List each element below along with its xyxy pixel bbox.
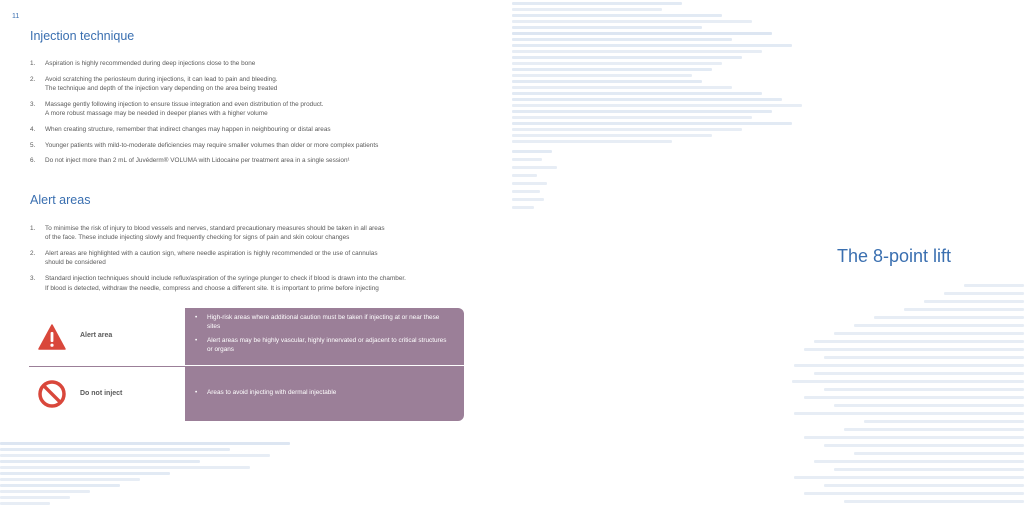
alert-area-label: Alert area <box>80 332 113 339</box>
list-item: 3. Standard injection techniques should include reflux/aspiration of the syringe plunger to check if blood is drawn into the chamber. If blood is detected, withdraw the needle, compress and choose a different site. It is important to prime before injecting <box>30 275 406 292</box>
do-not-inject-label: Do not inject <box>80 390 123 397</box>
list-item: 2. Alert areas are highlighted with a caution sign, where needle aspiration is highly recommended or the use of cannulas should be considered <box>30 250 378 267</box>
list-item: 4. When creating structure, remember that indirect changes may happen in neighbouring or distal areas <box>30 125 331 133</box>
injection-technique-heading: Injection technique <box>30 29 135 43</box>
injection-technique-list <box>30 59 470 172</box>
do-not-inject-label-cell <box>29 366 185 422</box>
list-item: 1. To minimise the risk of injury to blood vessels and nerves, standard precautionary measures should be taken in all areas of the face. These include injecting slowly and frequently checking for signs of pain and skin colour changes <box>30 225 385 242</box>
right-page <box>512 0 1024 512</box>
decorative-texture-top <box>512 0 812 230</box>
decorative-texture-bottom-right <box>792 280 1024 512</box>
list-item: • Areas to avoid injecting with dermal injectable <box>195 388 452 397</box>
alert-areas-list <box>30 224 470 300</box>
list-item: • Alert areas may be highly vascular, highly innervated or adjacent to critical structures or organs <box>195 336 452 355</box>
list-item: 2. Avoid scratching the periosteum during injections, it can lead to pain and bleeding. The technique and depth of the injection vary depending on the area being treated <box>30 75 278 92</box>
prohibited-icon <box>37 379 67 409</box>
alert-area-label-cell <box>29 308 185 365</box>
list-item: 3. Massage gently following injection to ensure tissue integration and even distribution of the product. A more robust massage may be needed in deeper planes with a higher volume <box>30 100 324 117</box>
do-not-inject-row <box>29 366 464 421</box>
list-item: 5. Younger patients with mild-to-moderate deficiencies may require smaller volumes than older or more complex patients <box>30 141 379 149</box>
decorative-texture-bottom-left <box>0 440 300 512</box>
alert-area-row <box>29 308 464 365</box>
warning-triangle-icon <box>37 322 67 352</box>
list-item: 6. Do not inject more than 2 mL of Juvéderm® VOLUMA with Lidocaine per treatment area in a single session¹ <box>30 157 350 165</box>
do-not-inject-description <box>185 366 464 421</box>
legend-table <box>29 308 464 421</box>
page-number: 11 <box>12 13 20 20</box>
lift-title: The 8-point lift <box>837 246 952 266</box>
list-item: • High-risk areas where additional caution must be taken if injecting at or near these sites <box>195 313 452 332</box>
list-item: 1. Aspiration is highly recommended during deep injections close to the bone <box>30 60 256 67</box>
alert-area-description <box>185 308 464 365</box>
alert-areas-heading: Alert areas <box>30 193 91 207</box>
